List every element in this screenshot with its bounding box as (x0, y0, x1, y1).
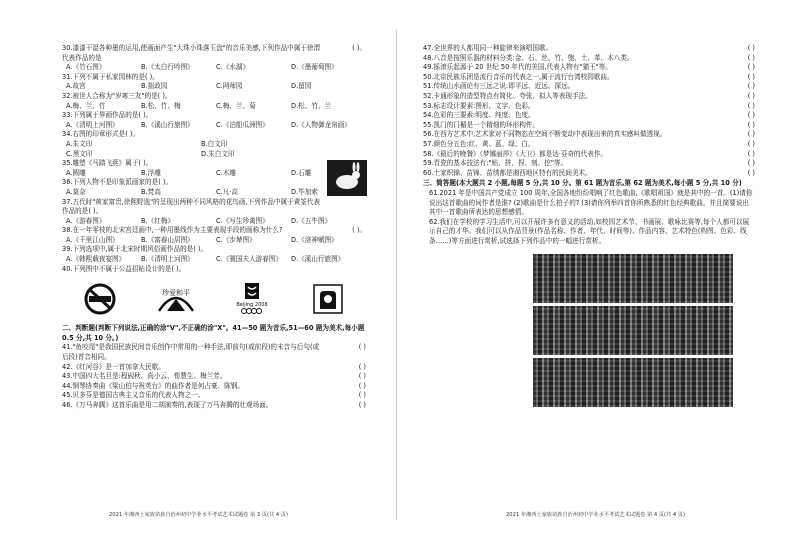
judgment-text: 47.全世界的人都用同一种旋律来演唱国歌。 (423, 44, 553, 52)
page-footer-right: 2021 年湘西土家族苗族自治州初中学业水平考试艺术试题卷 第 4 页(共 4 页) (506, 512, 685, 518)
option-text: A.莫奈 (66, 187, 86, 196)
answer-paren (322, 111, 366, 121)
answer-paren (322, 245, 366, 255)
option-text: D.《溪山行旅图》 (291, 255, 345, 264)
question-text: 32.被世人合称为"岁寒三友"的是( )。 (62, 91, 172, 100)
judgment-list-left (62, 343, 366, 410)
judgment-item (62, 343, 366, 362)
answer-paren: ( ) (747, 149, 755, 158)
judgment-item (62, 363, 366, 373)
option-row (62, 63, 366, 73)
judgment-text: 42.《红河谷》是一首加拿大民歌。 (62, 362, 165, 371)
question-item (62, 265, 366, 275)
answer-paren: ( )。 (352, 226, 366, 235)
judgment-item (62, 401, 366, 411)
answer-paren: ( ) (358, 391, 366, 400)
option-text: A.《清明上河图》 (66, 120, 119, 129)
question-item (62, 245, 366, 255)
question-text: 34.右图的印章形式是( )。 (62, 130, 140, 139)
option-text: C.《虢国夫人游春图》 (216, 255, 283, 264)
judgment-item (423, 111, 755, 121)
judgment-item (423, 121, 755, 131)
judgment-text: 46.《万马奔腾》这首乐曲是用二胡演奏的,表现了万马奔腾的壮观场面。 (62, 401, 273, 409)
option-text: B.白文印 (201, 139, 228, 148)
answer-paren: ( ) (747, 139, 755, 148)
seal-rabbit-image (327, 160, 367, 196)
peace-poster-icon (152, 281, 200, 317)
question-text: 38.在一年零枝的北宋宫廷画中,一种用墨线作为主要表现手段的画称为什么? (62, 226, 283, 235)
answer-paren: ( ) (747, 91, 755, 100)
option-text: B.拙政园 (141, 82, 168, 91)
question-text: 31.下列不属于私家园林的是( )。 (62, 72, 159, 81)
option-text: B.梵高 (141, 187, 161, 196)
answer-paren: ( ) (747, 63, 755, 72)
option-row (62, 121, 366, 131)
judgment-text: 41."鱼咬尾"是我国民族民间音乐创作中常用的一种手法,即前句(或前段)的末音与后句(或后段)首音相同。 (62, 343, 320, 362)
option-row (62, 255, 366, 265)
section-3-title: 三、简答题(本大题共 2 小题,每题 5 分,共 10 分。第 61 题为音乐,第 62 题为美术,每小题 5 分,共 10 分) (423, 179, 742, 188)
question-item (62, 198, 366, 217)
option-text: C.黑文印 (66, 149, 93, 158)
judgment-text: 44.钢琴协奏曲《梁山伯与祝英台》的曲作者是何占豪、陈钢。 (62, 381, 244, 390)
option-text: A.《韩熙载夜宴图》 (66, 255, 126, 264)
option-text: B.松、竹、梅 (141, 101, 181, 110)
judgment-text: 49.摇滚乐起源于 20 世纪 50 年代的美国,代表人物有"猫王"等。 (423, 63, 612, 72)
judgment-text: 58.《最后的晚餐》《梦娜丽莎》《大卫》都是达·芬奇的代表作。 (423, 149, 608, 158)
option-text: C.梅、兰、菊 (216, 101, 256, 110)
answer-paren: ( ) (747, 168, 755, 177)
judgment-list-right (423, 44, 755, 178)
option-text: D.朱白文印 (201, 149, 235, 158)
option-text: C.《水湖》 (216, 63, 250, 72)
option-text: C.《写生珍禽图》 (216, 216, 269, 225)
judgment-item (62, 372, 366, 382)
answer-paren: ( ) (358, 401, 366, 409)
question-item (62, 159, 366, 169)
judgment-text: 53.标志设计要素:图形、文字、色彩。 (423, 101, 535, 110)
answer-paren (322, 92, 366, 102)
question-text: 37.五代时"黄家富贵,徐熙野逸"的呈现出两种不同风格的花鸟画,下列作品中属于黄筌代表作品的是( )。 (62, 197, 321, 216)
artwork-photo (533, 306, 733, 355)
answer-paren: ( ) (747, 130, 755, 139)
question-61: 61.2021 年是中国共产党成立 100 周年,全国各地纷纷唱响了红色歌曲,《歌唱祖国》就是其中的一首。(1)请你说出这首歌曲的词作者是谁? (2)歌曲是什么拍子的? (3)请你列举四首你所熟悉的红色经典歌曲。并且简要说出其中一首歌曲所表达的思想感情。 (429, 188, 753, 217)
artwork-photos (533, 254, 733, 407)
option-text: B.《富春山居图》 (141, 235, 194, 244)
option-text: B.《太白行吟图》 (141, 63, 194, 72)
option-text: C.网师园 (216, 82, 243, 91)
answer-paren: ( ) (747, 53, 755, 62)
judgment-item (423, 159, 755, 169)
no-smoking-poster-icon (76, 281, 124, 317)
answer-paren (322, 198, 366, 217)
question-list (62, 44, 366, 274)
option-text: A.梅、兰、竹 (66, 101, 106, 110)
question-text: 35.雕塑《马踏飞燕》属于( )。 (62, 159, 153, 168)
judgment-text: 60.土家织锦、苗锦、苗绣都是湘西地区特有的民间美术。 (423, 168, 592, 177)
answer-paren (322, 73, 366, 83)
judgment-text: 45.贝多芬是德国古典主义音乐的代表人物之一。 (62, 391, 205, 400)
question-item (62, 92, 366, 102)
answer-paren: ( ) (747, 82, 755, 91)
question-item (62, 178, 366, 188)
answer-paren (322, 130, 366, 140)
question-text: 33.下列属于界画作品的是( )。 (62, 111, 153, 120)
question-text: 30.漆漆干湿各种墨的运用,使画面产生"大珠小珠落玉盘"的音乐美感,下列作品中属于徐渭代表作品的是 (62, 44, 321, 62)
artwork-photo (533, 254, 733, 303)
option-text: D.毕加索 (291, 187, 318, 196)
answer-paren: ( ) (358, 343, 366, 352)
judgment-text: 59.青瓷的基本技法有:"贴、拼、捏、刻、挖"等。 (423, 159, 568, 168)
option-text: A.《竹石图》 (66, 63, 106, 72)
judgment-text: 54.色彩的三要素:明度、纯度、色度。 (423, 111, 535, 120)
section-2-title: 二、判断题(判断下列说法,正确的涂"V",不正确的涂"X"。41—50 题为音乐,51—60 题为美术,每小题 0.5 分,共 10 分。) (62, 324, 365, 342)
judgment-item (423, 82, 755, 92)
answer-paren: ( ) (747, 72, 755, 81)
option-text: A.《游春图》 (66, 216, 106, 225)
judgment-item (423, 140, 755, 150)
option-text: B.《溪山行旅图》 (141, 120, 194, 129)
judgment-item (423, 73, 755, 83)
answer-paren: ( ) (358, 362, 366, 371)
artwork-photo (533, 358, 733, 407)
question-text: 40.下列图中不属于公益招贴设计的是( )。 (62, 264, 186, 273)
judgment-text: 51.传统山水画论有三远之说:即平远、近远、深远。 (423, 82, 575, 91)
option-text: D.松、竹、兰 (291, 101, 332, 110)
judgment-text: 52.卡通形象的造型特点有简化、夸张、拟人等表现手法。 (423, 91, 592, 100)
judgment-item (62, 382, 366, 392)
judgment-text: 55.凯门的门楣是一个精细的环形构件。 (423, 120, 539, 129)
judgment-item (423, 54, 755, 64)
svg-text:珍爱和平: 珍爱和平 (162, 289, 190, 298)
hand-poster-icon (304, 281, 352, 317)
option-text: C.《泊船瓜洲图》 (216, 120, 269, 129)
question-item (62, 111, 366, 121)
judgment-item (423, 63, 755, 73)
judgment-item (423, 92, 755, 102)
option-row (62, 150, 366, 160)
question-item (62, 226, 366, 236)
answer-paren: ( ) (358, 372, 366, 381)
answer-paren: ( ) (747, 44, 755, 52)
option-text: C.凡·高 (216, 187, 238, 196)
judgment-item (423, 169, 755, 179)
option-text: A.圆雕 (66, 168, 86, 177)
option-text: D.《五牛图》 (291, 216, 332, 225)
judgment-item (423, 130, 755, 140)
option-text: D.留园 (291, 82, 312, 91)
svg-text:Beijing 2008: Beijing 2008 (236, 302, 268, 309)
option-row (62, 188, 366, 198)
judgment-item (423, 44, 755, 54)
option-row (62, 82, 366, 92)
option-text: D.《墨葡萄图》 (291, 63, 338, 72)
judgment-item (62, 391, 366, 401)
answer-paren: ( ) (747, 111, 755, 120)
option-row (62, 169, 366, 179)
judgment-text: 56.在西方艺术中,艺术家对不同物态在空间不断变动中表现出来的真实感叫做透视。 (423, 130, 667, 139)
beijing-2008-logo-icon (228, 281, 276, 317)
answer-paren: ( ) (747, 159, 755, 168)
question-item (62, 44, 366, 63)
page-footer-left: 2021 年湘西土家族苗族自治州初中学业水平考试艺术试题卷 第 3 页(共 4 页) (109, 512, 288, 518)
question-item (62, 130, 366, 140)
option-row (62, 217, 366, 227)
question-text: 39.下列选项中,属于北宋时期风俗画作品的是( )。 (62, 245, 208, 254)
option-text: A.朱文印 (66, 139, 93, 148)
question-62: 62.我们在学校的学习生活中,可以开展许多有意义的活动,如校园艺术节、书画展、歌咏比赛等,每个人都可以展示自己的才华。我们可以从作品背景(作品名称、作者、年代、时间等)、作品内容、艺术特色(构图、色彩、线条……)等方面进行赏析,试选择下列作品中的一幅进行赏析。 (429, 217, 750, 245)
option-text: A.《千里江山图》 (66, 235, 119, 244)
option-text: B.《清明上河图》 (141, 255, 194, 264)
answer-paren: ( ) (358, 381, 366, 390)
poster-options-row (62, 276, 366, 322)
option-row (62, 140, 366, 150)
page-right (397, 0, 794, 545)
right-column (423, 44, 755, 410)
question-text: 36.下列人物不是印象派画家的是( )。 (62, 178, 173, 187)
option-text: D.《人物御龙帛画》 (291, 120, 351, 129)
option-row (62, 102, 366, 112)
judgment-text: 48.八音是按照乐器的材料分类:金、石、丝、竹、匏、土、革、木八类。 (423, 53, 634, 62)
option-text: D.石雕 (291, 168, 312, 177)
answer-paren (322, 265, 366, 275)
judgment-text: 43.中国四大名旦是:程砚秋、尚小云、荀慧生、梅兰芳。 (62, 372, 227, 381)
option-text: B.《红梅》 (141, 216, 174, 225)
answer-paren: ( )。 (352, 44, 366, 52)
left-column (62, 44, 366, 411)
judgment-item (423, 102, 755, 112)
judgment-item (423, 150, 755, 160)
answer-paren: ( ) (747, 101, 755, 110)
judgment-text: 57.颜色分五色:红、黄、蓝、绿、白。 (423, 139, 535, 148)
question-item (62, 73, 366, 83)
option-text: A.故宫 (66, 82, 86, 91)
option-text: C.《步辇图》 (216, 235, 256, 244)
judgment-text: 50.北京民族乐团是流行音乐的代表之一,属于流行台湾校园歌曲。 (423, 72, 614, 81)
option-text: C.木雕 (216, 168, 236, 177)
option-text: D.《洛神赋图》 (291, 235, 338, 244)
answer-paren: ( ) (747, 120, 755, 129)
option-text: B.浮雕 (141, 168, 161, 177)
